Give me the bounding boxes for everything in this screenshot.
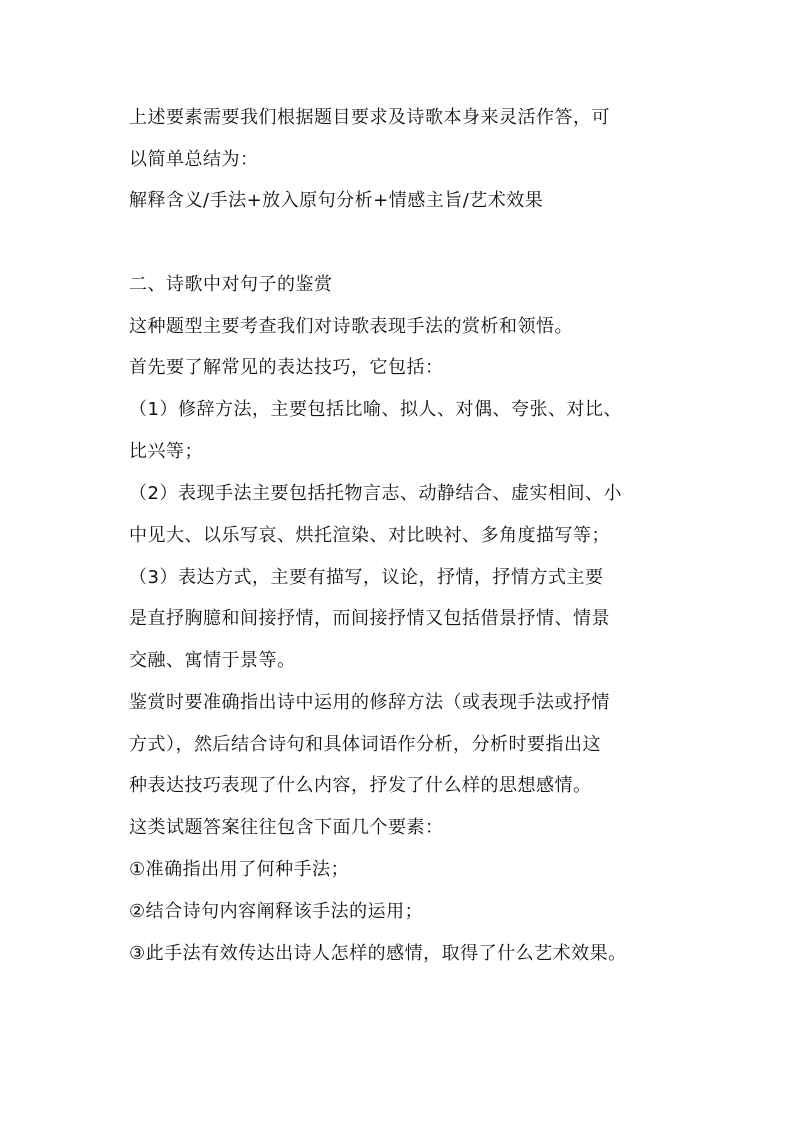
- list-item-line: （3）表达方式，主要有描写，议论，抒情，抒情方式主要: [129, 567, 604, 588]
- paragraph-line: 上述要素需要我们根据题目要求及诗歌本身来灵活作答，可: [129, 107, 610, 128]
- paragraph-line: 首先要了解常见的表达技巧，它包括：: [129, 357, 444, 378]
- paragraph-line: 方式），然后结合诗句和具体词语作分析，分析时要指出这: [129, 734, 601, 755]
- paragraph-line: 种表达技巧表现了什么内容，抒发了什么样的思想感情。: [129, 775, 592, 796]
- answer-element-line: ③此手法有效传达出诗人怎样的感情，取得了什么艺术效果。: [129, 943, 627, 964]
- formula-line: 解释含义/手法+放入原句分析+情感主旨/艺术效果: [129, 190, 544, 211]
- list-item-line: 是直抒胸臆和间接抒情，而间接抒情又包括借景抒情、情景: [129, 608, 610, 629]
- section-heading: 二、诗歌中对句子的鉴赏: [129, 274, 333, 295]
- list-item-line: 比兴等；: [129, 441, 203, 462]
- answer-element-line: ②结合诗句内容阐释该手法的运用；: [129, 901, 424, 922]
- paragraph-line: 这类试题答案往往包含下面几个要素：: [129, 817, 444, 838]
- list-item-line: （1）修辞方法，主要包括比喻、拟人、对偶、夸张、对比、: [129, 399, 622, 420]
- paragraph-line: 鉴赏时要准确指出诗中运用的修辞方法（或表现手法或抒情: [129, 692, 610, 713]
- list-item-line: 交融、寓情于景等。: [129, 650, 296, 671]
- paragraph-line: 这种题型主要考查我们对诗歌表现手法的赏析和领悟。: [129, 316, 573, 337]
- paragraph-line: 以简单总结为：: [129, 149, 259, 170]
- list-item-line: 中见大、以乐写哀、烘托渲染、对比映衬、多角度描写等；: [129, 525, 610, 546]
- list-item-line: （2）表现手法主要包括托物言志、动静结合、虚实相间、小: [129, 483, 622, 504]
- answer-element-line: ①准确指出用了何种手法；: [129, 859, 350, 880]
